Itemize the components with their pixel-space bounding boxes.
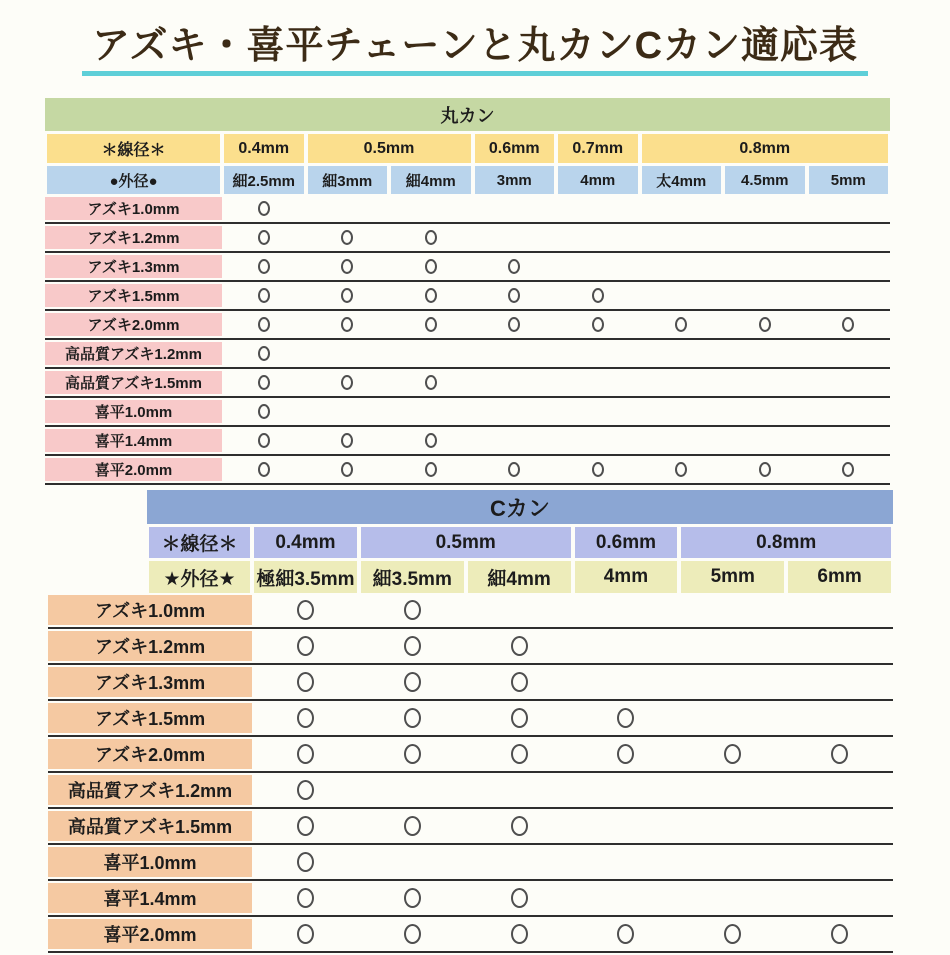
compatibility-cell	[723, 197, 807, 220]
circle-mark-icon	[425, 375, 437, 390]
wire-diameter-value: 0.4mm	[254, 527, 357, 558]
circle-mark-icon	[508, 317, 520, 332]
compatibility-cell	[466, 847, 573, 877]
circle-mark-icon	[511, 816, 528, 836]
compatibility-cell	[556, 284, 640, 307]
table-row	[45, 197, 890, 220]
row-label: アズキ1.0mm	[45, 197, 222, 220]
circle-mark-icon	[341, 230, 353, 245]
row-label: 高品質アズキ1.5mm	[48, 811, 252, 841]
compatibility-cell	[389, 371, 473, 394]
compatibility-cell	[679, 739, 786, 769]
compatibility-cell	[306, 197, 390, 220]
circle-mark-icon	[831, 924, 848, 944]
circle-mark-icon	[258, 346, 270, 361]
compatibility-cell	[807, 284, 891, 307]
circle-mark-icon	[258, 317, 270, 332]
compatibility-cell	[786, 667, 893, 697]
circle-mark-icon	[404, 708, 421, 728]
compatibility-cell	[306, 284, 390, 307]
compatibility-cell	[786, 595, 893, 625]
compatibility-cell	[473, 342, 557, 365]
compatibility-cell	[222, 400, 306, 423]
compatibility-cell	[679, 631, 786, 661]
compatibility-cell	[222, 429, 306, 452]
compatibility-cell	[359, 739, 466, 769]
outer-diameter-value: 5mm	[681, 561, 784, 593]
compatibility-cell	[473, 255, 557, 278]
compatibility-cell	[359, 883, 466, 913]
compatibility-cell	[679, 847, 786, 877]
compatibility-cell	[573, 631, 680, 661]
row-label: 喜平1.0mm	[48, 847, 252, 877]
outer-diameter-label: ★外径★	[149, 561, 250, 593]
circle-mark-icon	[842, 462, 854, 477]
compatibility-cell	[222, 284, 306, 307]
circle-mark-icon	[341, 288, 353, 303]
compatibility-cell	[252, 847, 359, 877]
compatibility-cell	[640, 371, 724, 394]
compatibility-cell	[573, 811, 680, 841]
compatibility-cell	[723, 400, 807, 423]
compatibility-cell	[640, 400, 724, 423]
circle-mark-icon	[297, 600, 314, 620]
table-row	[48, 919, 893, 949]
circle-mark-icon	[425, 288, 437, 303]
c-kan-table-title: Cカン	[147, 490, 893, 524]
compatibility-cell	[306, 226, 390, 249]
outer-diameter-value: 6mm	[788, 561, 891, 593]
circle-mark-icon	[404, 744, 421, 764]
table-row	[48, 631, 893, 661]
circle-mark-icon	[675, 317, 687, 332]
circle-mark-icon	[724, 924, 741, 944]
compatibility-cell	[679, 883, 786, 913]
compatibility-cell	[573, 667, 680, 697]
compatibility-cell	[679, 811, 786, 841]
compatibility-cell	[786, 703, 893, 733]
compatibility-cell	[466, 595, 573, 625]
circle-mark-icon	[297, 852, 314, 872]
circle-mark-icon	[617, 924, 634, 944]
circle-mark-icon	[297, 888, 314, 908]
outer-diameter-value: 細2.5mm	[224, 166, 304, 194]
compatibility-cell	[252, 883, 359, 913]
circle-mark-icon	[511, 708, 528, 728]
table-row	[45, 371, 890, 394]
outer-diameter-value: 細3.5mm	[361, 561, 464, 593]
compatibility-cell	[473, 400, 557, 423]
row-label: アズキ2.0mm	[45, 313, 222, 336]
outer-diameter-value: 4mm	[575, 561, 678, 593]
c-kan-table	[48, 490, 893, 955]
row-label: アズキ1.0mm	[48, 595, 252, 625]
compatibility-cell	[359, 919, 466, 949]
compatibility-cell	[222, 371, 306, 394]
compatibility-cell	[640, 458, 724, 481]
compatibility-cell	[786, 811, 893, 841]
compatibility-cell	[807, 226, 891, 249]
row-label: 喜平2.0mm	[45, 458, 222, 481]
circle-mark-icon	[297, 816, 314, 836]
compatibility-cell	[306, 429, 390, 452]
compatibility-cell	[807, 429, 891, 452]
circle-mark-icon	[508, 288, 520, 303]
compatibility-cell	[389, 400, 473, 423]
circle-mark-icon	[675, 462, 687, 477]
compatibility-cell	[679, 775, 786, 805]
compatibility-cell	[786, 919, 893, 949]
compatibility-cell	[389, 284, 473, 307]
circle-mark-icon	[341, 375, 353, 390]
compatibility-cell	[556, 342, 640, 365]
compatibility-cell	[252, 811, 359, 841]
compatibility-cell	[473, 429, 557, 452]
compatibility-cell	[640, 342, 724, 365]
circle-mark-icon	[341, 433, 353, 448]
circle-mark-icon	[404, 888, 421, 908]
table-row	[45, 284, 890, 307]
circle-mark-icon	[592, 462, 604, 477]
compatibility-cell	[466, 811, 573, 841]
compatibility-cell	[252, 919, 359, 949]
compatibility-cell	[473, 284, 557, 307]
compatibility-cell	[723, 429, 807, 452]
compatibility-cell	[786, 739, 893, 769]
compatibility-cell	[723, 342, 807, 365]
c-kan-table-body	[48, 595, 893, 955]
compatibility-cell	[573, 847, 680, 877]
compatibility-cell	[359, 811, 466, 841]
circle-mark-icon	[341, 259, 353, 274]
compatibility-cell	[807, 197, 891, 220]
circle-mark-icon	[297, 744, 314, 764]
row-label: アズキ1.2mm	[48, 631, 252, 661]
compatibility-cell	[466, 703, 573, 733]
outer-diameter-value: 細4mm	[468, 561, 571, 593]
compatibility-cell	[306, 255, 390, 278]
circle-mark-icon	[759, 317, 771, 332]
compatibility-cell	[389, 429, 473, 452]
outer-diameter-label: ●外径●	[47, 166, 220, 194]
circle-mark-icon	[425, 462, 437, 477]
compatibility-cell	[473, 371, 557, 394]
compatibility-cell	[573, 595, 680, 625]
compatibility-cell	[573, 919, 680, 949]
outer-diameter-value: 細4mm	[391, 166, 471, 194]
compatibility-cell	[359, 631, 466, 661]
compatibility-cell	[359, 703, 466, 733]
circle-mark-icon	[617, 708, 634, 728]
compatibility-cell	[359, 667, 466, 697]
table-row	[48, 775, 893, 805]
circle-mark-icon	[258, 433, 270, 448]
wire-diameter-value: 0.5mm	[308, 134, 471, 163]
wire-diameter-value: 0.7mm	[558, 134, 638, 163]
table-row	[45, 226, 890, 249]
compatibility-cell	[807, 371, 891, 394]
compatibility-cell	[389, 458, 473, 481]
compatibility-cell	[640, 429, 724, 452]
row-label: アズキ1.5mm	[48, 703, 252, 733]
compatibility-cell	[723, 371, 807, 394]
circle-mark-icon	[404, 672, 421, 692]
circle-mark-icon	[592, 317, 604, 332]
circle-mark-icon	[508, 462, 520, 477]
compatibility-cell	[573, 703, 680, 733]
row-label: 高品質アズキ1.2mm	[48, 775, 252, 805]
compatibility-cell	[389, 226, 473, 249]
circle-mark-icon	[425, 317, 437, 332]
circle-mark-icon	[831, 744, 848, 764]
compatibility-cell	[389, 255, 473, 278]
wire-diameter-label: ＊線径＊	[149, 527, 250, 558]
compatibility-cell	[306, 458, 390, 481]
compatibility-cell	[306, 400, 390, 423]
circle-mark-icon	[297, 924, 314, 944]
circle-mark-icon	[341, 462, 353, 477]
page-title: アズキ・喜平チェーンと丸カンCカン適応表	[82, 14, 868, 76]
compatibility-cell	[466, 631, 573, 661]
wire-diameter-value: 0.6mm	[575, 527, 678, 558]
outer-diameter-value: 極細3.5mm	[254, 561, 357, 593]
circle-mark-icon	[425, 433, 437, 448]
compatibility-cell	[222, 342, 306, 365]
compatibility-cell	[306, 313, 390, 336]
compatibility-cell	[807, 342, 891, 365]
wire-diameter-value: 0.4mm	[224, 134, 304, 163]
compatibility-cell	[723, 313, 807, 336]
compatibility-cell	[640, 313, 724, 336]
compatibility-cell	[723, 284, 807, 307]
compatibility-cell	[252, 775, 359, 805]
row-label: 高品質アズキ1.2mm	[45, 342, 222, 365]
compatibility-cell	[359, 595, 466, 625]
compatibility-cell	[573, 775, 680, 805]
compatibility-cell	[556, 313, 640, 336]
circle-mark-icon	[511, 672, 528, 692]
compatibility-cell	[786, 631, 893, 661]
compatibility-cell	[556, 458, 640, 481]
compatibility-cell	[473, 313, 557, 336]
maru-kan-table	[45, 98, 890, 487]
title-area	[0, 0, 950, 76]
circle-mark-icon	[425, 259, 437, 274]
wire-diameter-label: ＊線径＊	[47, 134, 220, 163]
table-row	[45, 342, 890, 365]
compatibility-cell	[807, 255, 891, 278]
compatibility-cell	[640, 197, 724, 220]
compatibility-cell	[252, 739, 359, 769]
compatibility-cell	[466, 667, 573, 697]
compatibility-cell	[389, 313, 473, 336]
maru-kan-table-body	[45, 197, 890, 487]
outer-diameter-value: 4.5mm	[725, 166, 805, 194]
circle-mark-icon	[258, 404, 270, 419]
table-row	[45, 313, 890, 336]
compatibility-cell	[807, 400, 891, 423]
circle-mark-icon	[297, 708, 314, 728]
circle-mark-icon	[617, 744, 634, 764]
compatibility-cell	[222, 226, 306, 249]
table-row	[48, 667, 893, 697]
circle-mark-icon	[258, 375, 270, 390]
circle-mark-icon	[404, 924, 421, 944]
row-label: アズキ2.0mm	[48, 739, 252, 769]
compatibility-cell	[359, 775, 466, 805]
compatibility-cell	[222, 197, 306, 220]
row-label: 喜平1.0mm	[45, 400, 222, 423]
row-separator	[45, 481, 890, 487]
row-label: アズキ1.5mm	[45, 284, 222, 307]
compatibility-cell	[556, 371, 640, 394]
circle-mark-icon	[592, 288, 604, 303]
compatibility-cell	[473, 226, 557, 249]
row-label: 喜平1.4mm	[45, 429, 222, 452]
circle-mark-icon	[258, 288, 270, 303]
circle-mark-icon	[258, 259, 270, 274]
compatibility-cell	[679, 667, 786, 697]
maru-kan-table-title: 丸カン	[45, 98, 890, 131]
row-label: 喜平1.4mm	[48, 883, 252, 913]
compatibility-cell	[466, 883, 573, 913]
compatibility-cell	[556, 226, 640, 249]
compatibility-cell	[252, 631, 359, 661]
c-kan-wire-diameter-row	[147, 527, 893, 558]
compatibility-cell	[640, 284, 724, 307]
compatibility-cell	[679, 919, 786, 949]
compatibility-cell	[573, 883, 680, 913]
circle-mark-icon	[297, 780, 314, 800]
wire-diameter-value: 0.8mm	[681, 527, 891, 558]
compatibility-cell	[466, 919, 573, 949]
c-kan-outer-diameter-row	[147, 561, 893, 593]
circle-mark-icon	[258, 201, 270, 216]
outer-diameter-value: 5mm	[809, 166, 889, 194]
circle-mark-icon	[511, 888, 528, 908]
compatibility-cell	[807, 313, 891, 336]
compatibility-cell	[556, 429, 640, 452]
row-label: 喜平2.0mm	[48, 919, 252, 949]
compatibility-cell	[679, 595, 786, 625]
compatibility-cell	[222, 255, 306, 278]
table-row	[45, 458, 890, 481]
compatibility-cell	[466, 775, 573, 805]
compatibility-cell	[573, 739, 680, 769]
circle-mark-icon	[258, 230, 270, 245]
circle-mark-icon	[404, 636, 421, 656]
compatibility-cell	[556, 197, 640, 220]
table-row	[48, 883, 893, 913]
outer-diameter-value: 細3mm	[308, 166, 388, 194]
circle-mark-icon	[759, 462, 771, 477]
circle-mark-icon	[297, 636, 314, 656]
compatibility-cell	[252, 703, 359, 733]
table-row	[45, 429, 890, 452]
compatibility-cell	[473, 197, 557, 220]
circle-mark-icon	[425, 230, 437, 245]
table-row	[45, 255, 890, 278]
compatibility-cell	[252, 667, 359, 697]
compatibility-cell	[389, 197, 473, 220]
circle-mark-icon	[404, 600, 421, 620]
circle-mark-icon	[297, 672, 314, 692]
compatibility-cell	[786, 775, 893, 805]
outer-diameter-value: 4mm	[558, 166, 638, 194]
row-label: アズキ1.3mm	[48, 667, 252, 697]
wire-diameter-value: 0.5mm	[361, 527, 571, 558]
compatibility-cell	[679, 703, 786, 733]
circle-mark-icon	[842, 317, 854, 332]
compatibility-cell	[473, 458, 557, 481]
circle-mark-icon	[511, 636, 528, 656]
table-row	[48, 703, 893, 733]
maru-kan-outer-diameter-row	[45, 166, 890, 194]
outer-diameter-value: 太4mm	[642, 166, 722, 194]
compatibility-cell	[556, 255, 640, 278]
table-row	[45, 400, 890, 423]
circle-mark-icon	[511, 924, 528, 944]
compatibility-cell	[640, 226, 724, 249]
wire-diameter-value: 0.6mm	[475, 134, 555, 163]
circle-mark-icon	[511, 744, 528, 764]
compatibility-cell	[786, 883, 893, 913]
compatibility-cell	[786, 847, 893, 877]
compatibility-cell	[807, 458, 891, 481]
compatibility-cell	[723, 255, 807, 278]
compatibility-cell	[306, 342, 390, 365]
compatibility-cell	[306, 371, 390, 394]
compatibility-cell	[556, 400, 640, 423]
compatibility-cell	[640, 255, 724, 278]
row-label: 高品質アズキ1.5mm	[45, 371, 222, 394]
circle-mark-icon	[341, 317, 353, 332]
compatibility-cell	[723, 226, 807, 249]
table-row	[48, 811, 893, 841]
row-label: アズキ1.2mm	[45, 226, 222, 249]
circle-mark-icon	[508, 259, 520, 274]
circle-mark-icon	[258, 462, 270, 477]
compatibility-cell	[222, 313, 306, 336]
compatibility-cell	[252, 595, 359, 625]
table-row	[48, 595, 893, 625]
compatibility-cell	[222, 458, 306, 481]
table-row	[48, 847, 893, 877]
row-label: アズキ1.3mm	[45, 255, 222, 278]
circle-mark-icon	[724, 744, 741, 764]
compatibility-cell	[466, 739, 573, 769]
compatibility-cell	[389, 342, 473, 365]
circle-mark-icon	[404, 816, 421, 836]
wire-diameter-value: 0.8mm	[642, 134, 889, 163]
compatibility-cell	[723, 458, 807, 481]
maru-kan-wire-diameter-row	[45, 134, 890, 163]
outer-diameter-value: 3mm	[475, 166, 555, 194]
table-row	[48, 739, 893, 769]
compatibility-cell	[359, 847, 466, 877]
